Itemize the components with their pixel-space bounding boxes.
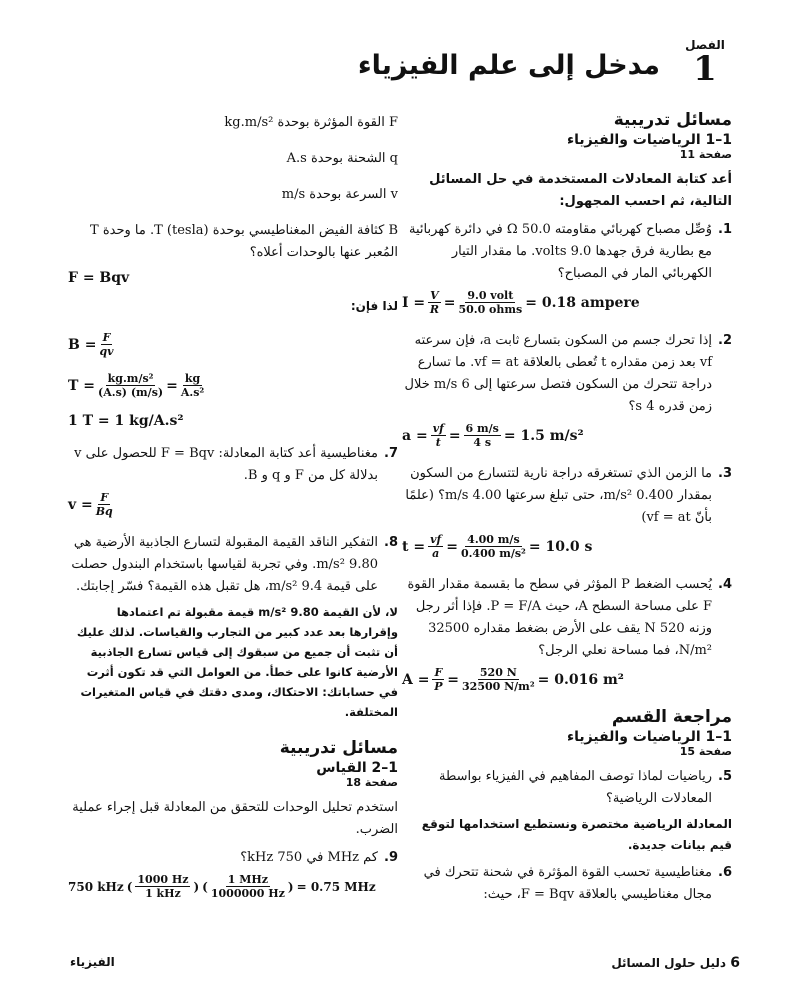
eq-den: A.s² bbox=[180, 386, 205, 399]
section-page-ref: صفحة 11 bbox=[679, 148, 732, 161]
chapter-number: 1 bbox=[693, 49, 717, 89]
eq-lhs: I = bbox=[402, 294, 426, 311]
equation-3: t = $\frac{vf}{a}$ = $\frac{4.00 m/s}{\text{0.400 m/s²}}$ = 10.0 s bbox=[402, 533, 593, 560]
eq-result: = 0.016 m² bbox=[537, 671, 624, 688]
equation-v bbox=[68, 491, 398, 518]
eq-formula: F = Bqv bbox=[68, 270, 130, 286]
section-intro: استخدم تحليل الوحدات للتحقق من المعادلة قبل إجراء عملية الضرب. bbox=[72, 800, 398, 837]
section-title: مسائل تدريبية bbox=[613, 110, 732, 130]
section-title: مراجعة القسم bbox=[611, 707, 732, 727]
section-page-ref: صفحة 15 bbox=[679, 745, 732, 758]
equation-t: T = $\frac{\text{kg.m/s²}}{(A.s) (m/s)}$ = $\frac{kg}{\text{A.s²}}$ bbox=[68, 372, 205, 399]
eq-num: F bbox=[102, 331, 111, 344]
equation-t-result bbox=[68, 413, 398, 429]
problem-number: 4. bbox=[718, 577, 732, 592]
eq-den: qv bbox=[99, 345, 114, 358]
equation-1: I = $\frac{V}{R}$ = 9.0 volt 50.0 ohms = 0.18 ampere bbox=[402, 289, 640, 316]
eq-den: (A.s) (m/s) bbox=[98, 386, 164, 399]
section-subtitle: 1–1 الرياضيات والفيزياء bbox=[566, 132, 732, 148]
eq-den: 1000000 Hz bbox=[210, 887, 285, 900]
eq-num: 6 m/s bbox=[465, 422, 499, 435]
problem-number: 7. bbox=[384, 446, 398, 461]
section-intro: أعد كتابة المعادلات المستخدمة في حل المسائل التالية، ثم احسب المجهول: bbox=[429, 172, 732, 209]
eq-lhs: 750 kHz bbox=[68, 879, 124, 894]
problem-1 bbox=[402, 219, 732, 285]
problem-5 bbox=[402, 766, 732, 810]
eq-result: 1 T = 1 kg/A.s² bbox=[68, 413, 184, 429]
eq-lhs: v = bbox=[68, 496, 93, 513]
definition-f: F القوة المؤثرة بوحدة kg.m/s² bbox=[224, 115, 398, 130]
eq-result: = 1.5 m/s² bbox=[503, 427, 584, 444]
section-subtitle: 1–2 القياس bbox=[316, 760, 398, 776]
problem-number: 5. bbox=[718, 769, 732, 784]
eq-den: R bbox=[429, 303, 439, 316]
footer-book: دليل حلول المسائل bbox=[611, 956, 727, 970]
problem-text: إذا تحرك جسم من السكون بتسارع ثابت a، فإن سرعته vf بعد زمن مقداره t تُعطى بالعلاقة vf = at. ما تسارع دراجة تتحرك من السكون فتصل سرعتها إلى 6 m/s خلال زمن قدره 4 s؟ bbox=[404, 333, 712, 414]
eq-num: 1 MHz bbox=[227, 873, 269, 886]
problem-3 bbox=[402, 463, 732, 529]
eq-den: a bbox=[432, 547, 440, 560]
eq-num: F bbox=[434, 666, 443, 679]
eq-den: 0.400 m/s² bbox=[460, 547, 526, 560]
eq-result: = 10.0 s bbox=[528, 538, 593, 555]
eq-den: t bbox=[435, 436, 441, 449]
eq-num: 9.0 volt bbox=[467, 289, 514, 302]
eq-den: 4 s bbox=[473, 436, 492, 449]
problem-number: 2. bbox=[718, 333, 732, 348]
equation-4: A = $\frac{F}{P}$ = $\frac{520 N}{\text{32500 N/m²}}$ = 0.016 m² bbox=[402, 666, 624, 693]
right-column bbox=[402, 110, 732, 910]
eq-num: F bbox=[100, 491, 109, 504]
problem-number: 8. bbox=[384, 535, 398, 550]
definition-q: q الشحنة بوحدة A.s bbox=[286, 151, 398, 166]
problem-text: ما الزمن الذي تستغرقه دراجة نارية لتتسارع من السكون بمقدار 0.400 m/s²، حتى تبلغ سرعتها 4.00 m/s؟ (علمًا بأنّ vf = at) bbox=[405, 466, 712, 525]
eq-den: Bq bbox=[95, 505, 113, 518]
problem-number: 9. bbox=[384, 850, 398, 865]
eq-den: P bbox=[434, 680, 443, 693]
equation-b bbox=[68, 331, 398, 358]
eq-num: kg.m/s² bbox=[107, 372, 154, 385]
problem-text: التفكير الناقد القيمة المقبولة لتسارع الجاذبية الأرضية هي 9.80 m/s². وفي تجربة لقياسها باستخدام البندول حصلت على قيمة 9.4 m/s²، هل تقبل هذه القيمة؟ فسّر إجابتك. bbox=[71, 535, 378, 594]
definition-v: v السرعة بوحدة m/s bbox=[281, 187, 398, 202]
eq-lhs: t = bbox=[402, 538, 426, 555]
problem-text: رياضيات لماذا توصف المفاهيم في الفيزياء بواسطة المعادلات الرياضية؟ bbox=[439, 769, 712, 806]
problem-text: كم MHz في 750 kHz؟ bbox=[240, 850, 378, 865]
problem-4 bbox=[402, 574, 732, 662]
problem-text: مغناطيسية أعد كتابة المعادلة: F = Bqv للحصول على v بدلالة كل من F و q و B. bbox=[74, 446, 378, 483]
problem-text: وُصِّل مصباح كهربائي مقاومته 50.0 Ω في دائرة كهربائية مع بطارية فرق جهدها 9.0 volts. ما مقدار التيار الكهربائي المار في المصباح؟ bbox=[408, 222, 712, 281]
eq-num: vf bbox=[430, 533, 442, 546]
chapter-badge bbox=[680, 38, 730, 89]
problem-2 bbox=[402, 330, 732, 418]
problem-number: 3. bbox=[718, 466, 732, 481]
problem-number: 6. bbox=[718, 865, 732, 880]
problem-text: مغناطيسية تحسب القوة المؤثرة في شحنة تتحرك في مجال مغناطيسي بالعلاقة F = Bqv، حيث: bbox=[423, 865, 712, 902]
eq-num: kg bbox=[184, 372, 201, 385]
left-column bbox=[68, 112, 398, 914]
page-title: مدخل إلى علم الفيزياء bbox=[357, 50, 660, 81]
equation-2: a = $\frac{vf}{t}$ = $\frac{6 m/s}{4 s}$ = 1.5 m/s² bbox=[402, 422, 584, 449]
eq-den: 50.0 ohms bbox=[458, 303, 523, 316]
eq-num: V bbox=[430, 289, 439, 302]
footer-subject: الفيزياء bbox=[70, 955, 115, 969]
definition-b: B كثافة الفيض المغناطيسي بوحدة T (tesla). ما وحدة T المُعبر عنها بالوحدات أعلاه؟ bbox=[90, 223, 398, 260]
eq-lhs: B = bbox=[68, 336, 97, 353]
problem-7 bbox=[68, 443, 398, 487]
formula-f bbox=[68, 270, 398, 286]
eq-lhs: A = bbox=[402, 671, 430, 688]
eq-lhs: T = bbox=[68, 377, 96, 394]
section-page-ref: صفحة 18 bbox=[345, 776, 398, 789]
eq-num: vf bbox=[432, 422, 444, 435]
chapter-label: الفصل bbox=[685, 38, 725, 52]
problem-9 bbox=[68, 847, 398, 869]
eq-num: 520 N bbox=[479, 666, 517, 679]
problem-text: يُحسب الضغط P المؤثر في سطح ما بقسمة مقدار القوة F على مساحة السطح A، حيث P = F/A. فإذا أثر رجل وزنه 520 N يقف على الأرض بضغط مقداره 32500 N/m²، فما مساحة نعلي الرجل؟ bbox=[407, 577, 712, 658]
eq-result: = 0.18 ampere bbox=[525, 294, 640, 311]
footer-right bbox=[611, 955, 740, 971]
eq-den: 1 kHz bbox=[145, 887, 181, 900]
problem-8 bbox=[68, 532, 398, 598]
eq-num: 1000 Hz bbox=[137, 873, 189, 886]
eq-result: = 0.75 MHz bbox=[296, 879, 376, 894]
section-subtitle: 1–1 الرياضيات والفيزياء bbox=[566, 729, 732, 745]
answer-8: لا، لأن القيمة 9.80 m/s² قيمة مقبولة تم اعتمادها وإقرارها بعد عدد كبير من التجارب والقياسات. لذلك عليك أن تثبت أن جميع من سبقوك إلى قياس تسارع الجاذبية الأرضية كانوا على خطأ. من العوامل التي قد تكون أثرت في حساباتك: الاحتكاك، ومدى دقتك في قياس المتغيرات المختلفة. bbox=[76, 605, 398, 719]
page-number: 6 bbox=[730, 955, 740, 971]
so-label: لذا فإن: bbox=[350, 299, 398, 313]
equation-9: 750 kHz ( 1000 Hz 1 kHz ) ( 1 MHz 1000000 Hz ) = 0.75 MHz bbox=[68, 873, 376, 900]
section-title: مسائل تدريبية bbox=[279, 738, 398, 758]
eq-lhs: a = bbox=[402, 427, 428, 444]
answer-5: المعادلة الرياضية مختصرة ونستطيع استخدامها لتوقع قيم بيانات جديدة. bbox=[421, 817, 732, 852]
eq-den: 32500 N/m² bbox=[462, 680, 535, 693]
problem-6 bbox=[402, 862, 732, 906]
problem-number: 1. bbox=[718, 222, 732, 237]
eq-num: 4.00 m/s bbox=[467, 533, 520, 546]
